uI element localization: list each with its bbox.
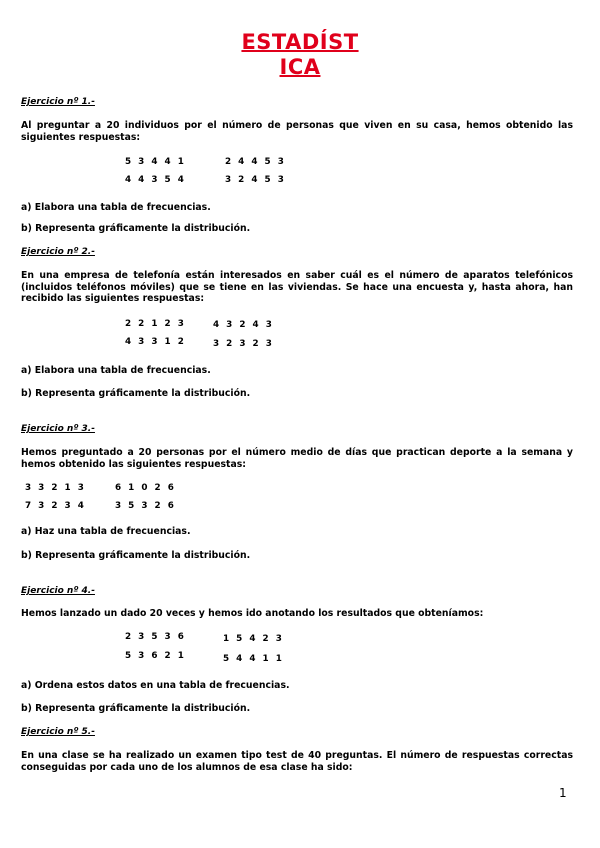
exercise-4-statement: Hemos lanzado un dado 20 veces y hemos ido anotando los resultados que obteníamos: <box>21 608 484 619</box>
exercise-1-data-row-1a: 5 3 4 4 1 <box>125 157 184 167</box>
exercise-2-data-row-2b: 3 2 3 2 3 <box>213 339 272 349</box>
exercise-2-data-row-1b: 4 3 2 4 3 <box>213 320 272 330</box>
exercise-3-part-a: a) Haz una tabla de frecuencias. <box>21 526 191 537</box>
exercise-5-heading: Ejercicio nº 5.- <box>21 727 95 737</box>
exercise-4-data-row-2a: 5 3 6 2 1 <box>125 651 184 661</box>
exercise-3-part-b: b) Representa gráficamente la distribución. <box>21 550 251 561</box>
exercise-1-data-row-2b: 3 2 4 5 3 <box>225 175 284 185</box>
exercise-1-statement: Al preguntar a 20 individuos por el número de personas que viven en su casa, hemos obtenido las siguientes respuestas: <box>21 120 573 143</box>
exercise-1-heading: Ejercicio nº 1.- <box>21 97 95 107</box>
exercise-2-part-b: b) Representa gráficamente la distribución. <box>21 388 251 399</box>
page-title <box>0 30 600 80</box>
exercise-1-data-row-1b: 2 4 4 5 3 <box>225 157 284 167</box>
exercise-3-statement: Hemos preguntado a 20 personas por el número medio de días que practican deporte a la semana y hemos obtenido las siguientes respuestas: <box>21 447 573 470</box>
exercise-2-heading: Ejercicio nº 2.- <box>21 247 95 257</box>
exercise-4-data-row-1a: 2 3 5 3 6 <box>125 632 184 642</box>
exercise-3-data-row-1a: 3 3 2 1 3 <box>25 483 84 493</box>
exercise-2-part-a: a) Elabora una tabla de frecuencias. <box>21 365 211 376</box>
exercise-1-data-row-2a: 4 4 3 5 4 <box>125 175 184 185</box>
exercise-4-heading: Ejercicio nº 4.- <box>21 586 95 596</box>
page-number: 1 <box>559 786 567 800</box>
exercise-2-statement: En una empresa de telefonía están interesados en saber cuál es el número de aparatos telefónicos (incluidos teléfonos móviles) que se tiene en las viviendas. Se hace una encuesta y, hasta ahora, han recibido las siguientes respuestas: <box>21 270 573 304</box>
exercise-3-data-row-2b: 3 5 3 2 6 <box>115 501 174 511</box>
exercise-4-data-row-2b: 5 4 4 1 1 <box>223 654 282 664</box>
exercise-4-part-b: b) Representa gráficamente la distribución. <box>21 703 251 714</box>
exercise-3-data-row-2a: 7 3 2 3 4 <box>25 501 84 511</box>
exercise-2-data-row-2a: 4 3 3 1 2 <box>125 337 184 347</box>
title-line-2: ICA <box>279 55 321 79</box>
exercise-3-data-row-1b: 6 1 0 2 6 <box>115 483 174 493</box>
exercise-1-part-a: a) Elabora una tabla de frecuencias. <box>21 202 211 213</box>
title-line-1: ESTADÍST <box>241 30 359 54</box>
exercise-1-part-b: b) Representa gráficamente la distribución. <box>21 223 251 234</box>
exercise-4-data-row-1b: 1 5 4 2 3 <box>223 634 282 644</box>
exercise-2-data-row-1a: 2 2 1 2 3 <box>125 319 184 329</box>
exercise-5-statement: En una clase se ha realizado un examen tipo test de 40 preguntas. El número de respuestas correctas conseguidas por cada uno de los alumnos de esa clase ha sido: <box>21 750 573 773</box>
exercise-4-part-a: a) Ordena estos datos en una tabla de frecuencias. <box>21 680 290 691</box>
exercise-3-heading: Ejercicio nº 3.- <box>21 424 95 434</box>
